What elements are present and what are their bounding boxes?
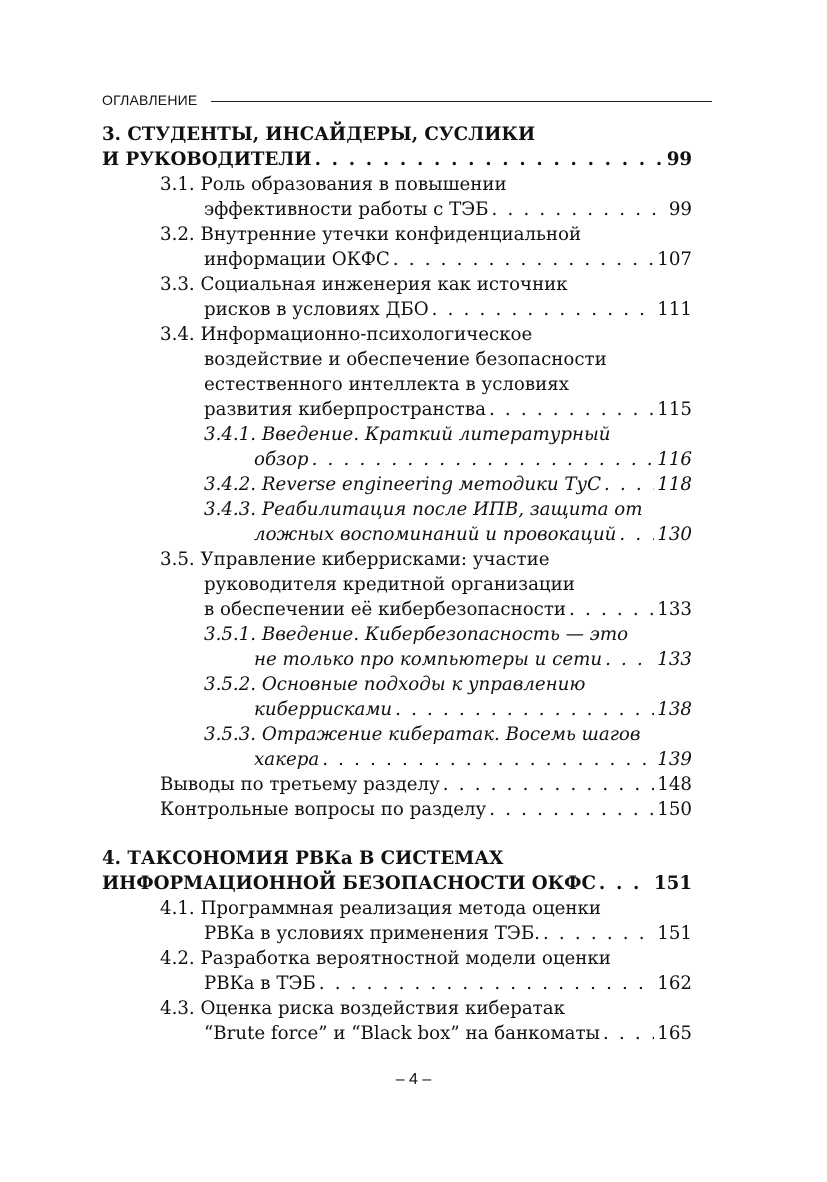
page-ref: 99 (668, 199, 692, 220)
chapter-4-entry[interactable]: ИНФОРМАЦИОННОЙ БЕЗОПАСНОСТИ ОКФС . . . 151 (102, 871, 692, 896)
leader-dots (443, 772, 654, 797)
page-ref: 148 (657, 774, 692, 795)
toc-entry-3-4-cont1[interactable]: воздействие и обеспечение безопасности (204, 349, 607, 370)
page-ref: 151 (657, 923, 692, 944)
leader-dots (603, 1021, 654, 1046)
toc-entry-4-2-cont[interactable]: РВКа в ТЭБ . . . 162 (102, 971, 692, 996)
toc-entry-3-4-3-cont[interactable]: ложных воспоминаний и провокаций . . . 130 (102, 522, 692, 547)
page-ref: 151 (654, 873, 692, 894)
toc-entry-3-5-3-cont[interactable]: хакера . . . 139 (102, 747, 692, 772)
page-ref: 133 (657, 649, 692, 670)
page-ref: 115 (657, 399, 692, 420)
page-ref: 130 (657, 524, 692, 545)
section-gap (102, 822, 692, 846)
header-label: ОГЛАВЛЕНИЕ (102, 92, 198, 108)
toc-entry-3-4-cont2[interactable]: естественного интеллекта в условиях (204, 374, 569, 395)
page-ref: 107 (657, 249, 692, 270)
page-number: – 4 – (395, 1071, 432, 1088)
toc-entry-4-3-cont[interactable]: “Brute force” и “Black box” на банкоматы . . . 165 (102, 1021, 692, 1046)
toc-entry-4-2[interactable]: 4.2. Разработка вероятностной модели оценки (160, 948, 611, 969)
toc-entry-3-5-2-cont[interactable]: киберрисками . . . 138 (102, 697, 692, 722)
page-ref: 165 (657, 1023, 692, 1044)
toc-entry-3-4[interactable]: 3.4. Информационно-психологическое (160, 324, 533, 345)
page-ref: 139 (657, 749, 692, 770)
toc-entry-3-5-cont1[interactable]: руководителя кредитной организации (204, 574, 575, 595)
leader-dots (569, 597, 654, 622)
running-header (102, 90, 712, 110)
leader-dots (605, 647, 654, 672)
chapter-3-title-line1: 3. СТУДЕНТЫ, ИНСАЙДЕРЫ, СУСЛИКИ (102, 124, 536, 145)
toc-entry-questions[interactable]: Контрольные вопросы по разделу . . . 150 (102, 797, 692, 822)
page-ref: 111 (657, 299, 692, 320)
table-of-contents (102, 122, 692, 1046)
page-ref: 150 (657, 799, 692, 820)
toc-entry-3-4-1[interactable]: 3.4.1. Введение. Краткий литературный (204, 424, 611, 445)
page-ref: 99 (666, 149, 692, 170)
page-ref: 116 (657, 449, 692, 470)
page-ref: 133 (657, 599, 692, 620)
page-ref: 162 (657, 973, 692, 994)
toc-entry-3-3[interactable]: 3.3. Социальная инженерия как источник (160, 274, 568, 295)
leader-dots (604, 472, 654, 497)
toc-entry-3-2-cont[interactable]: информации ОКФС . . . 107 (102, 247, 692, 272)
toc-entry-3-2[interactable]: 3.2. Внутренние утечки конфиденциальной (160, 224, 582, 245)
toc-entry-3-5-1[interactable]: 3.5.1. Введение. Кибербезопасность — это (204, 624, 629, 645)
leader-dots (312, 447, 655, 472)
leader-dots (393, 247, 654, 272)
toc-entry-3-1-cont[interactable]: эффективности работы с ТЭБ . . . 99 (102, 197, 692, 222)
toc-entry-3-5-1-cont[interactable]: не только про компьютеры и сети . . . 133 (102, 647, 692, 672)
toc-entry-4-1-cont[interactable]: РВКа в условиях применения ТЭБ. . . . 151 (102, 921, 692, 946)
toc-entry-4-1[interactable]: 4.1. Программная реализация метода оценки (160, 898, 602, 919)
page-ref: 118 (657, 474, 692, 495)
toc-entry-4-3[interactable]: 4.3. Оценка риска воздействия кибератак (160, 998, 565, 1019)
page-ref: 138 (657, 699, 692, 720)
leader-dots (489, 397, 654, 422)
leader-dots (322, 747, 654, 772)
leader-dots (543, 921, 654, 946)
toc-entry-3-5[interactable]: 3.5. Управление киберрисками: участие (160, 549, 550, 570)
leader-dots (395, 697, 654, 722)
leader-dots (432, 297, 655, 322)
leader-dots (315, 147, 664, 172)
toc-entry-3-4-3[interactable]: 3.4.3. Реабилитация после ИПВ, защита от (204, 499, 643, 520)
leader-dots (319, 971, 655, 996)
leader-dots (599, 871, 651, 896)
leader-dots (489, 797, 654, 822)
toc-entry-3-3-cont[interactable]: рисков в условиях ДБО . . . 111 (102, 297, 692, 322)
toc-entry-conclusions[interactable]: Выводы по третьему разделу . . . 148 (102, 772, 692, 797)
leader-dots (619, 522, 654, 547)
toc-entry-3-4-2[interactable]: 3.4.2. Reverse engineering методики ТуС . . . 118 (102, 472, 692, 497)
toc-entry-3-1[interactable]: 3.1. Роль образования в повышении (160, 174, 507, 195)
leader-dots (492, 197, 666, 222)
header-rule (211, 101, 712, 102)
chapter-4-title-line1: 4. ТАКСОНОМИЯ РВКа В СИСТЕМАХ (102, 848, 504, 869)
toc-entry-3-4-1-cont[interactable]: обзор . . . 116 (102, 447, 692, 472)
chapter-3-entry[interactable]: И РУКОВОДИТЕЛИ . . . 99 (102, 147, 692, 172)
toc-entry-3-4-cont3[interactable]: развития киберпространства . . . 115 (102, 397, 692, 422)
toc-entry-3-5-cont2[interactable]: в обеспечении её кибербезопасности . . . 133 (102, 597, 692, 622)
toc-entry-3-5-3[interactable]: 3.5.3. Отражение кибератак. Восемь шагов (204, 724, 641, 745)
toc-entry-3-5-2[interactable]: 3.5.2. Основные подходы к управлению (204, 674, 586, 695)
